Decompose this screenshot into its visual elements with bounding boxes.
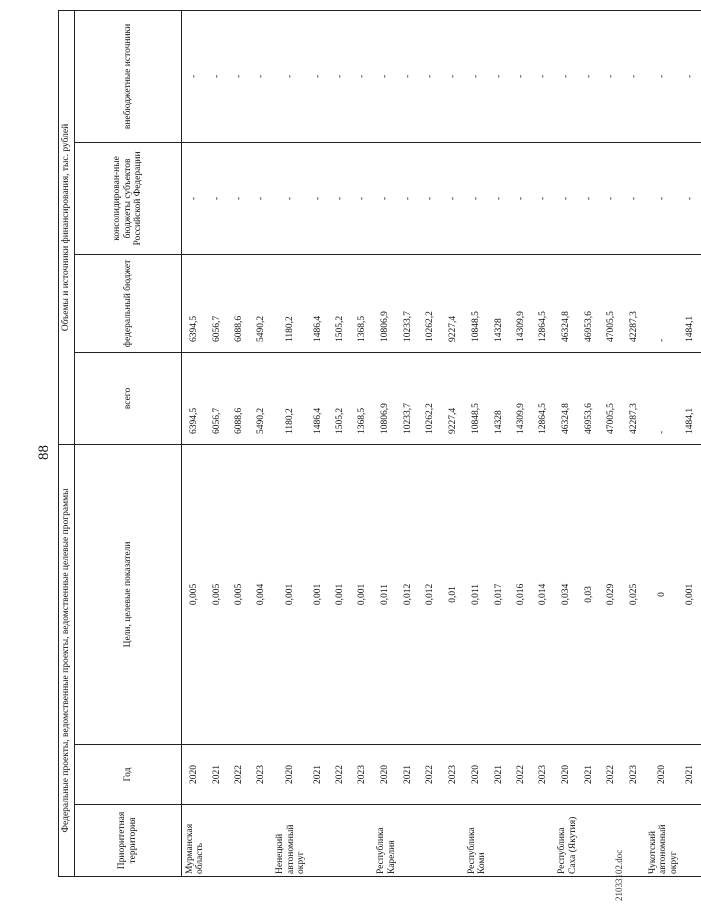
cell-extra: - <box>679 10 701 142</box>
cell-goal: 0,005 <box>182 444 206 744</box>
cell-federal: 1505,2 <box>329 254 351 352</box>
cell-extra: - <box>329 10 351 142</box>
table-row <box>600 10 622 876</box>
cell-territory <box>622 805 644 877</box>
cell-territory <box>679 805 701 877</box>
cell-total: 1486,4 <box>307 352 329 444</box>
cell-extra: - <box>554 10 578 142</box>
cell-year: 2020 <box>464 745 488 805</box>
cell-goal: 0,016 <box>510 444 532 744</box>
table-row <box>488 10 510 876</box>
cell-year: 2023 <box>442 745 464 805</box>
cell-year: 2021 <box>307 745 329 805</box>
cell-territory <box>532 805 554 877</box>
cell-total: 5490,2 <box>250 352 272 444</box>
cell-year: 2023 <box>622 745 644 805</box>
cell-territory <box>206 805 228 877</box>
cell-total: 42287,3 <box>622 352 644 444</box>
cell-federal: 47005,5 <box>600 254 622 352</box>
cell-extra: - <box>351 10 373 142</box>
cell-territory <box>307 805 329 877</box>
table-row <box>578 10 600 876</box>
cell-regional: - <box>182 142 206 254</box>
cell-territory: Республика Коми <box>464 805 488 877</box>
cell-goal: 0,017 <box>488 444 510 744</box>
header-federal-budget: федеральный бюджет <box>75 254 182 352</box>
cell-goal: 0,011 <box>464 444 488 744</box>
cell-regional: - <box>554 142 578 254</box>
cell-regional: - <box>307 142 329 254</box>
cell-extra: - <box>488 10 510 142</box>
cell-goal: 0,011 <box>373 444 397 744</box>
cell-total: 1368,5 <box>351 352 373 444</box>
cell-federal: 1486,4 <box>307 254 329 352</box>
cell-federal: 10806,9 <box>373 254 397 352</box>
document-code: 21033102.doc <box>614 849 624 901</box>
cell-federal: 46324,8 <box>554 254 578 352</box>
header-territory: Приоритетная территория <box>75 805 182 877</box>
cell-total: 6056,7 <box>206 352 228 444</box>
cell-extra: - <box>272 10 306 142</box>
cell-extra: - <box>510 10 532 142</box>
cell-territory <box>397 805 419 877</box>
cell-year: 2020 <box>272 745 306 805</box>
cell-territory: Республика Саха (Якутия) <box>554 805 578 877</box>
cell-goal: 0,001 <box>272 444 306 744</box>
funding-table <box>58 10 701 877</box>
cell-federal: 10233,7 <box>397 254 419 352</box>
table-row <box>532 10 554 876</box>
cell-extra: - <box>578 10 600 142</box>
cell-total: 14309,9 <box>510 352 532 444</box>
cell-total: 10262,2 <box>419 352 441 444</box>
cell-federal: 10262,2 <box>419 254 441 352</box>
cell-federal: 9227,4 <box>442 254 464 352</box>
cell-year: 2022 <box>228 745 250 805</box>
cell-year: 2022 <box>329 745 351 805</box>
cell-goal: 0,012 <box>419 444 441 744</box>
cell-total: 14328 <box>488 352 510 444</box>
cell-total: 10806,9 <box>373 352 397 444</box>
table-row <box>645 10 679 876</box>
header-regional-budgets: консолидирован-ные бюджеты субъектов Российской Федерации <box>75 142 182 254</box>
cell-extra: - <box>645 10 679 142</box>
cell-goal: 0,014 <box>532 444 554 744</box>
cell-extra: - <box>228 10 250 142</box>
cell-regional: - <box>645 142 679 254</box>
table-row <box>272 10 306 876</box>
cell-year: 2023 <box>532 745 554 805</box>
cell-federal: 1368,5 <box>351 254 373 352</box>
cell-year: 2023 <box>250 745 272 805</box>
cell-total: 6088,6 <box>228 352 250 444</box>
cell-goal: 0,005 <box>206 444 228 744</box>
cell-territory: Чукотский автономный округ <box>645 805 679 877</box>
cell-year: 2022 <box>600 745 622 805</box>
cell-territory <box>442 805 464 877</box>
cell-regional: - <box>532 142 554 254</box>
header-extrabudgetary: внебюджетные источники <box>75 10 182 142</box>
table-row <box>554 10 578 876</box>
header-goals: Цели, целевые показатели <box>75 444 182 744</box>
cell-year: 2021 <box>488 745 510 805</box>
cell-total: 46324,8 <box>554 352 578 444</box>
cell-regional: - <box>510 142 532 254</box>
cell-federal: 14309,9 <box>510 254 532 352</box>
cell-extra: - <box>532 10 554 142</box>
cell-extra: - <box>442 10 464 142</box>
cell-territory <box>250 805 272 877</box>
cell-federal: 12864,5 <box>532 254 554 352</box>
cell-goal: 0,034 <box>554 444 578 744</box>
cell-regional: - <box>351 142 373 254</box>
table-row <box>622 10 644 876</box>
table-row <box>182 10 206 876</box>
cell-goal: 0,001 <box>351 444 373 744</box>
header-funding-group: Объемы и источники финансирования, тыс. рублей <box>59 10 75 444</box>
page-number: 88 <box>36 445 52 460</box>
table-body <box>182 10 701 876</box>
cell-territory: Республика Карелия <box>373 805 397 877</box>
cell-total: 46953,6 <box>578 352 600 444</box>
cell-regional: - <box>600 142 622 254</box>
cell-goal: 0,005 <box>228 444 250 744</box>
cell-regional: - <box>679 142 701 254</box>
cell-regional: - <box>206 142 228 254</box>
cell-goal: 0,012 <box>397 444 419 744</box>
cell-extra: - <box>419 10 441 142</box>
cell-federal: - <box>645 254 679 352</box>
cell-year: 2023 <box>351 745 373 805</box>
cell-goal: 0 <box>645 444 679 744</box>
cell-regional: - <box>622 142 644 254</box>
table-row <box>510 10 532 876</box>
cell-regional: - <box>442 142 464 254</box>
cell-year: 2021 <box>397 745 419 805</box>
cell-total: - <box>645 352 679 444</box>
cell-extra: - <box>182 10 206 142</box>
cell-federal: 42287,3 <box>622 254 644 352</box>
header-year: Год <box>75 745 182 805</box>
cell-regional: - <box>578 142 600 254</box>
table-row <box>351 10 373 876</box>
cell-territory: Ненецкий автономный округ <box>272 805 306 877</box>
cell-extra: - <box>622 10 644 142</box>
cell-year: 2020 <box>182 745 206 805</box>
cell-federal: 10848,5 <box>464 254 488 352</box>
cell-total: 12864,5 <box>532 352 554 444</box>
cell-federal: 1180,2 <box>272 254 306 352</box>
cell-extra: - <box>397 10 419 142</box>
cell-year: 2021 <box>679 745 701 805</box>
cell-territory <box>228 805 250 877</box>
table-row <box>464 10 488 876</box>
cell-territory <box>488 805 510 877</box>
header-projects-group: Федеральные проекты, ведомственные проекты, ведомственные целевые программы <box>59 444 75 876</box>
cell-regional: - <box>228 142 250 254</box>
table-row <box>397 10 419 876</box>
table-row <box>329 10 351 876</box>
cell-extra: - <box>206 10 228 142</box>
cell-goal: 0,01 <box>442 444 464 744</box>
cell-regional: - <box>329 142 351 254</box>
cell-total: 47005,5 <box>600 352 622 444</box>
cell-year: 2020 <box>554 745 578 805</box>
cell-goal: 0,03 <box>578 444 600 744</box>
cell-federal: 1484,1 <box>679 254 701 352</box>
cell-goal: 0,001 <box>307 444 329 744</box>
cell-total: 1180,2 <box>272 352 306 444</box>
table-row <box>373 10 397 876</box>
cell-year: 2021 <box>206 745 228 805</box>
cell-regional: - <box>272 142 306 254</box>
cell-federal: 46953,6 <box>578 254 600 352</box>
cell-extra: - <box>250 10 272 142</box>
cell-total: 1505,2 <box>329 352 351 444</box>
cell-year: 2020 <box>373 745 397 805</box>
cell-extra: - <box>600 10 622 142</box>
cell-year: 2022 <box>510 745 532 805</box>
cell-regional: - <box>464 142 488 254</box>
cell-goal: 0,004 <box>250 444 272 744</box>
cell-federal: 6088,6 <box>228 254 250 352</box>
cell-goal: 0,029 <box>600 444 622 744</box>
cell-regional: - <box>488 142 510 254</box>
table-row <box>442 10 464 876</box>
cell-goal: 0,001 <box>679 444 701 744</box>
cell-total: 9227,4 <box>442 352 464 444</box>
table-row <box>250 10 272 876</box>
cell-total: 6394,5 <box>182 352 206 444</box>
cell-extra: - <box>373 10 397 142</box>
cell-regional: - <box>250 142 272 254</box>
cell-year: 2020 <box>645 745 679 805</box>
cell-territory <box>510 805 532 877</box>
cell-goal: 0,025 <box>622 444 644 744</box>
table-row <box>419 10 441 876</box>
cell-territory: Мурманская область <box>182 805 206 877</box>
cell-extra: - <box>307 10 329 142</box>
cell-territory <box>419 805 441 877</box>
cell-year: 2022 <box>419 745 441 805</box>
cell-federal: 5490,2 <box>250 254 272 352</box>
cell-federal: 14328 <box>488 254 510 352</box>
cell-federal: 6056,7 <box>206 254 228 352</box>
cell-territory <box>578 805 600 877</box>
table-row <box>679 10 701 876</box>
cell-regional: - <box>419 142 441 254</box>
cell-territory <box>351 805 373 877</box>
cell-regional: - <box>397 142 419 254</box>
cell-total: 1484,1 <box>679 352 701 444</box>
table-row <box>228 10 250 876</box>
cell-goal: 0,001 <box>329 444 351 744</box>
table-row <box>206 10 228 876</box>
cell-total: 10848,5 <box>464 352 488 444</box>
cell-territory <box>329 805 351 877</box>
cell-total: 10233,7 <box>397 352 419 444</box>
table-row <box>307 10 329 876</box>
cell-extra: - <box>464 10 488 142</box>
cell-regional: - <box>373 142 397 254</box>
cell-federal: 6394,5 <box>182 254 206 352</box>
header-total: всего <box>75 352 182 444</box>
cell-year: 2021 <box>578 745 600 805</box>
